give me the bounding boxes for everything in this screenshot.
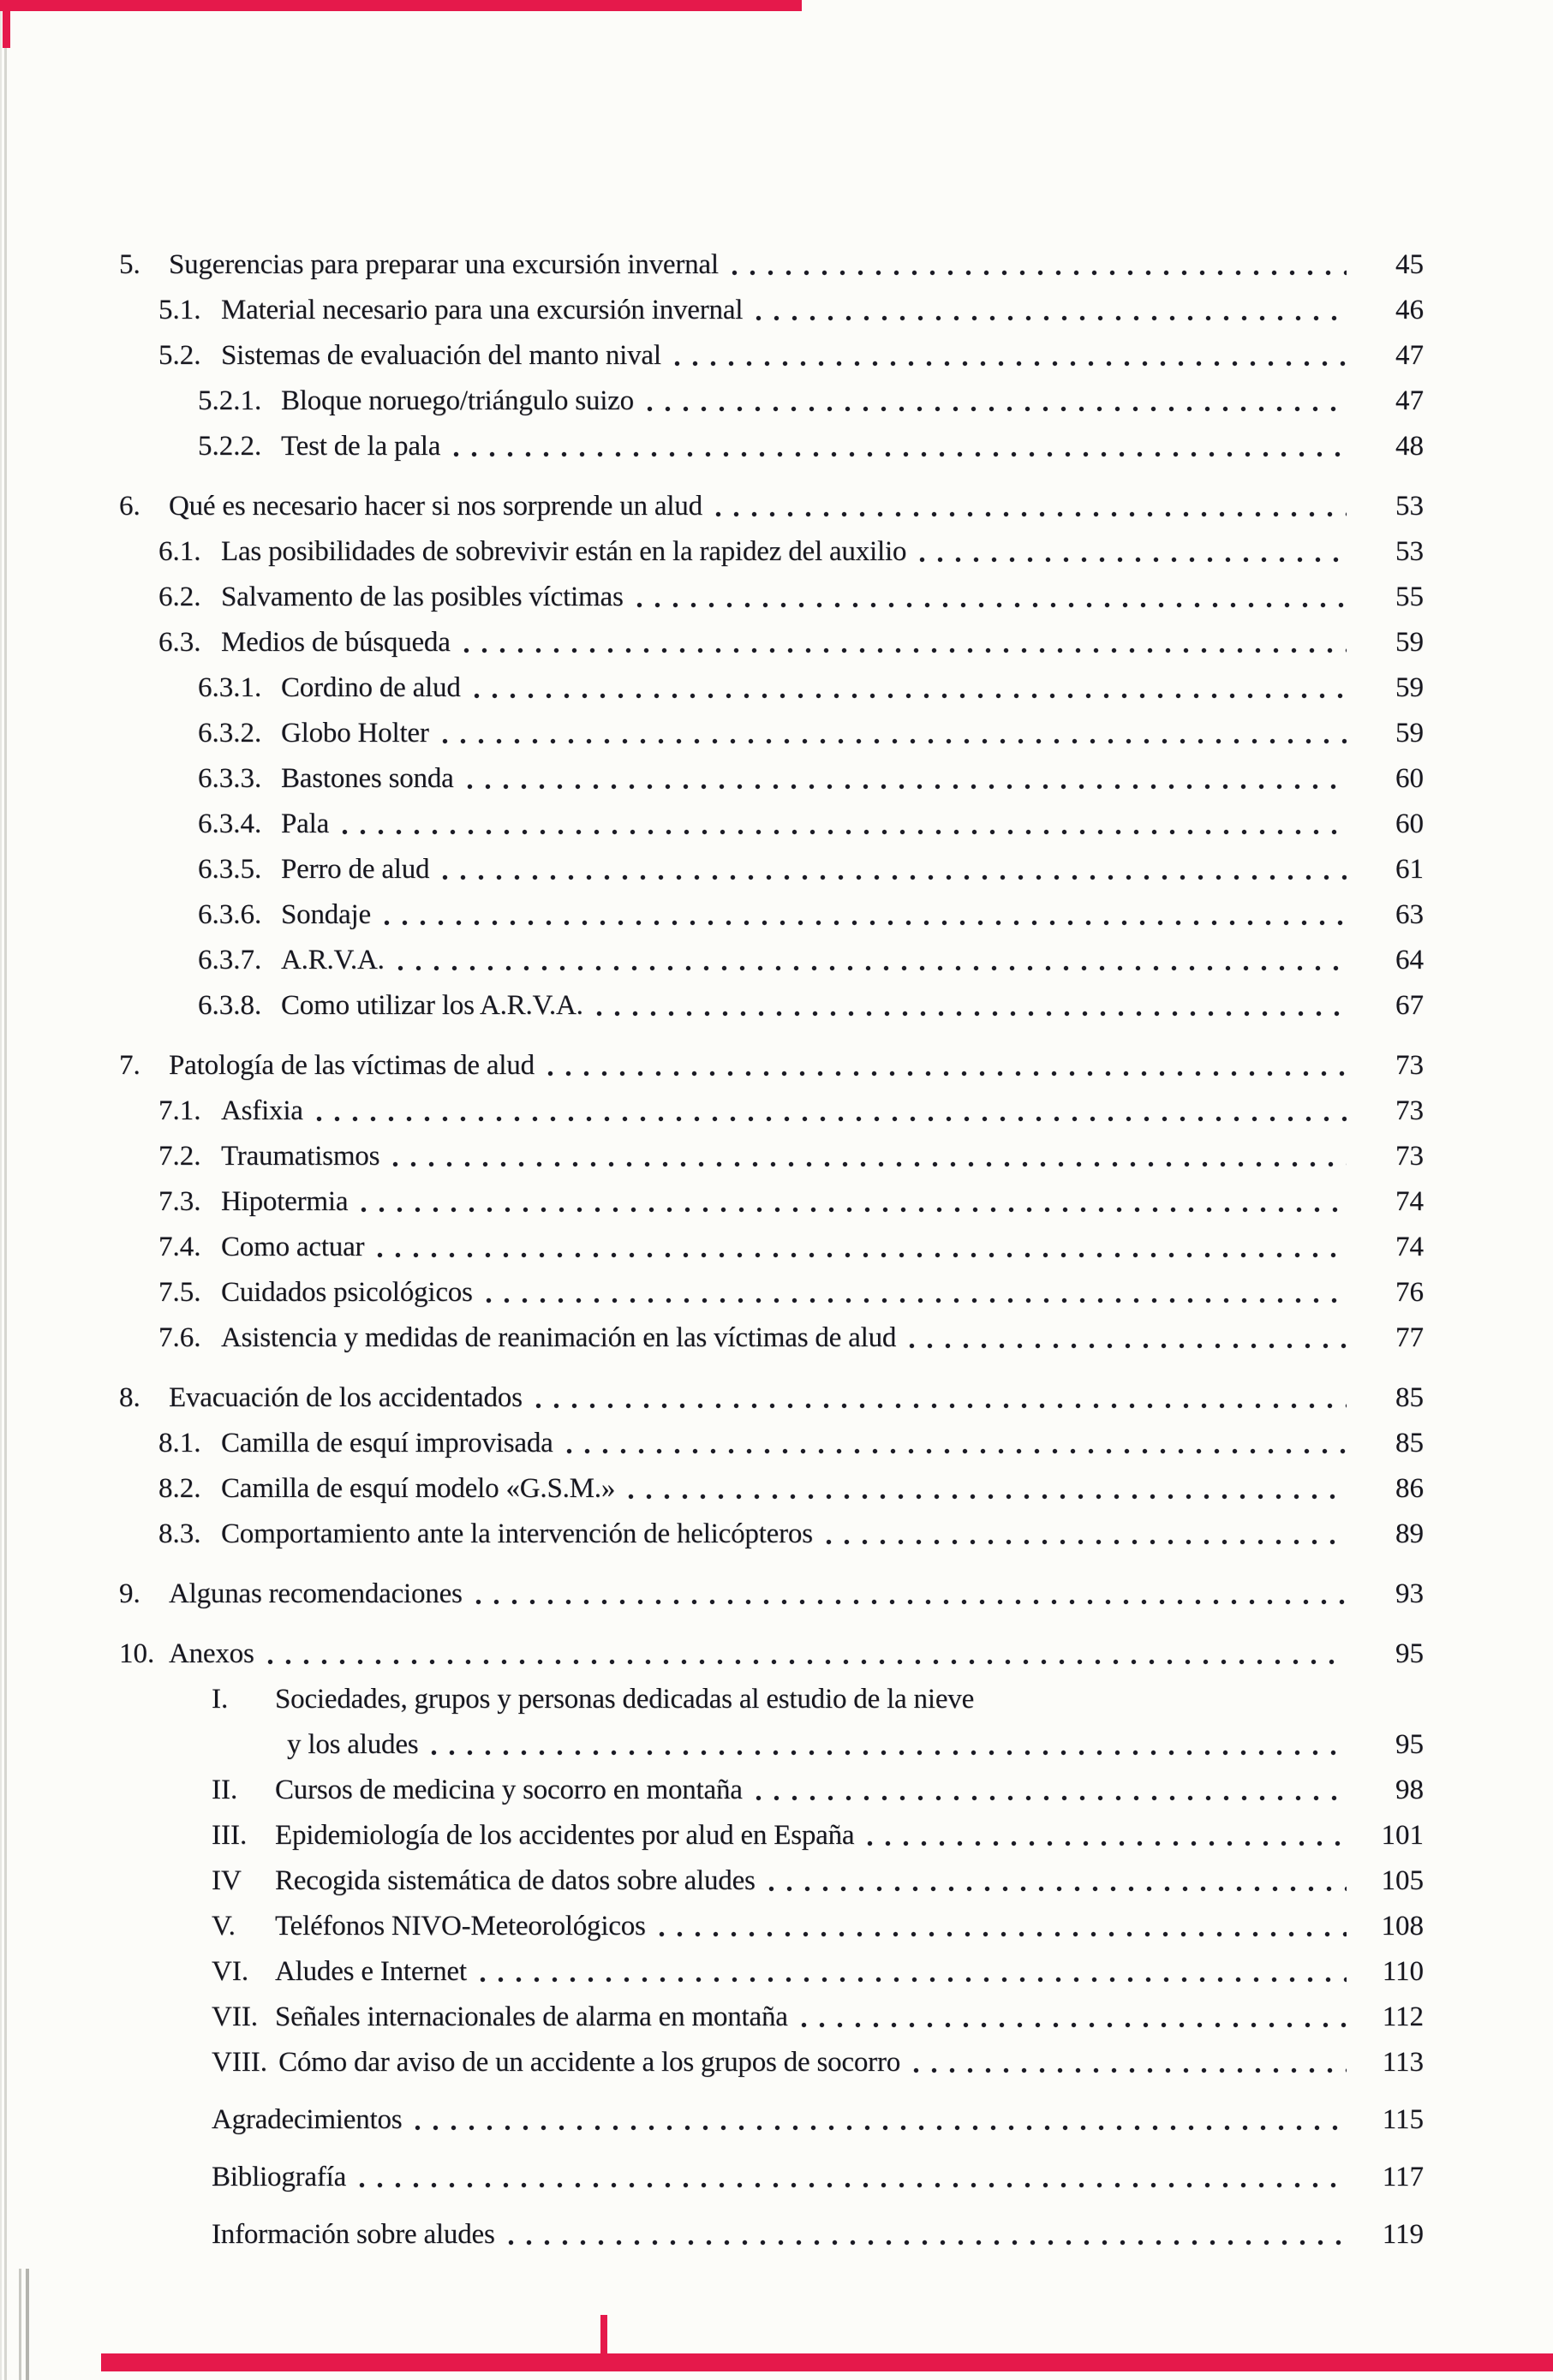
toc-row	[0, 1768, 1553, 1813]
entry-title: Como actuar	[221, 1232, 365, 1262]
entry-number: 5.1.	[158, 295, 201, 325]
entry-title: Perro de alud	[281, 854, 430, 885]
entry-page: 59	[1395, 672, 1424, 703]
scan-bottom-left-edge-line	[19, 2269, 21, 2380]
entry-title: Bastones sonda	[281, 763, 454, 794]
toc-row	[0, 333, 1553, 379]
dot-leader	[801, 2020, 1347, 2030]
entry-number: VIII.	[212, 2047, 268, 2078]
entry-title: Señales internacionales de alarma en montaña	[275, 2001, 788, 2032]
magenta-scan-artifact-top-bar	[0, 0, 802, 11]
toc-row	[0, 2212, 1553, 2258]
entry-page: 110	[1382, 1956, 1424, 1987]
toc-row	[0, 1512, 1553, 1557]
entry-page: 59	[1395, 718, 1424, 749]
entry-title: Cuidados psicológicos	[221, 1277, 473, 1308]
entry-page: 115	[1382, 2104, 1424, 2135]
entry-number: 6.3.3.	[198, 763, 262, 794]
toc-row	[0, 1572, 1553, 1617]
entry-number: 6.	[119, 491, 140, 522]
toc-row	[0, 1421, 1553, 1466]
dot-leader	[768, 1884, 1347, 1894]
table-of-contents	[0, 242, 1553, 2258]
entry-page: 47	[1395, 385, 1424, 416]
entry-number: 6.1.	[158, 536, 201, 567]
toc-row	[0, 620, 1553, 665]
dot-leader	[384, 918, 1347, 928]
magenta-scan-artifact-top-left-tick	[3, 0, 10, 48]
entry-number: 8.	[119, 1382, 140, 1413]
entry-page: 60	[1395, 808, 1424, 839]
magenta-scan-artifact-bottom-bar	[101, 2353, 1553, 2371]
entry-title: Globo Holter	[281, 718, 429, 749]
toc-row	[0, 1813, 1553, 1858]
entry-number: 7.4.	[158, 1232, 201, 1262]
entry-number: 9.	[119, 1578, 140, 1609]
toc-row	[0, 1949, 1553, 1995]
toc-row	[0, 1677, 1553, 1722]
dot-leader	[442, 737, 1347, 746]
entry-number: 8.3.	[158, 1518, 201, 1549]
dot-leader	[535, 1401, 1347, 1411]
dot-leader	[732, 268, 1347, 277]
dot-leader	[566, 1446, 1347, 1456]
toc-row	[0, 242, 1553, 288]
entry-number: 5.2.1.	[198, 385, 262, 416]
entry-number: 7.1.	[158, 1095, 201, 1126]
entry-title: Patología de las víctimas de alud	[169, 1050, 535, 1081]
toc-row	[0, 1995, 1553, 2040]
entry-title: Cómo dar aviso de un accidente a los grupos de socorro	[278, 2047, 901, 2078]
entry-title: Asistencia y medidas de reanimación en las víctimas de alud	[221, 1322, 897, 1353]
dot-leader	[909, 1341, 1347, 1351]
entry-title: Pala	[281, 808, 330, 839]
dot-leader	[342, 827, 1347, 837]
entry-page: 76	[1395, 1277, 1424, 1308]
toc-row	[0, 1375, 1553, 1421]
entry-page: 98	[1395, 1775, 1424, 1805]
toc-row	[0, 1315, 1553, 1361]
entry-number: 6.3.6.	[198, 899, 262, 930]
entry-title: Aludes e Internet	[275, 1956, 467, 1987]
entry-title: Cordino de alud	[281, 672, 461, 703]
toc-row	[0, 529, 1553, 575]
toc-row	[0, 424, 1553, 469]
entry-title: Hipotermia	[221, 1186, 349, 1217]
entry-page: 73	[1395, 1050, 1424, 1081]
entry-number: II.	[212, 1775, 238, 1805]
dot-leader	[475, 1597, 1347, 1607]
entry-number: 8.2.	[158, 1473, 201, 1504]
entry-number: 7.	[119, 1050, 140, 1081]
dot-leader	[647, 404, 1347, 414]
entry-title: Evacuación de los accidentados	[169, 1382, 523, 1413]
toc-row	[0, 983, 1553, 1029]
dot-leader	[486, 1296, 1347, 1305]
scan-bottom-left-edge-line-dark	[26, 2269, 29, 2380]
dot-leader	[415, 2123, 1347, 2132]
entry-number: VII.	[212, 2001, 259, 2032]
entry-title: Epidemiología de los accidentes por alud en España	[275, 1820, 855, 1851]
entry-title: Camilla de esquí improvisada	[221, 1428, 553, 1458]
entry-title: Sistemas de evaluación del manto nival	[221, 340, 661, 371]
dot-leader	[547, 1069, 1347, 1078]
entry-title: Salvamento de las posibles víctimas	[221, 582, 624, 612]
entry-page: 89	[1395, 1518, 1424, 1549]
dot-leader	[474, 691, 1347, 701]
entry-title: Agradecimientos	[212, 2104, 403, 2135]
toc-row	[0, 575, 1553, 620]
toc-row	[0, 938, 1553, 983]
toc-row	[0, 1089, 1553, 1134]
entry-page: 73	[1395, 1141, 1424, 1172]
dot-leader	[442, 873, 1347, 882]
entry-title: Algunas recomendaciones	[169, 1578, 463, 1609]
entry-page: 93	[1395, 1578, 1424, 1609]
dot-leader	[508, 2238, 1347, 2247]
toc-row	[0, 802, 1553, 847]
entry-title: Cursos de medicina y socorro en montaña	[275, 1775, 743, 1805]
dot-leader	[659, 1930, 1347, 1939]
dot-leader	[913, 2066, 1347, 2075]
toc-row	[0, 1270, 1553, 1315]
dot-leader	[361, 1205, 1347, 1214]
dot-leader	[453, 450, 1347, 459]
toc-row	[0, 2040, 1553, 2085]
dot-leader	[480, 1975, 1347, 1984]
dot-leader	[756, 1793, 1347, 1803]
toc-row	[0, 1225, 1553, 1270]
entry-title: Teléfonos NIVO-Meteorológicos	[275, 1911, 646, 1942]
entry-number: 10.	[119, 1638, 155, 1669]
entry-page: 77	[1395, 1322, 1424, 1353]
dot-leader	[377, 1250, 1347, 1260]
dot-leader	[756, 313, 1347, 323]
entry-page: 101	[1381, 1820, 1424, 1851]
entry-number: 7.6.	[158, 1322, 201, 1353]
entry-number: 6.3.4.	[198, 808, 262, 839]
entry-page: 48	[1395, 431, 1424, 462]
dot-leader	[463, 646, 1347, 655]
dot-leader	[628, 1492, 1347, 1501]
entry-page: 73	[1395, 1095, 1424, 1126]
entry-page: 59	[1395, 627, 1424, 658]
dot-leader	[867, 1839, 1347, 1848]
entry-number: 7.2.	[158, 1141, 201, 1172]
entry-number: 6.3.2.	[198, 718, 262, 749]
entry-title: Como utilizar los A.R.V.A.	[281, 990, 583, 1021]
entry-page: 85	[1395, 1382, 1424, 1413]
entry-page: 67	[1395, 990, 1424, 1021]
entry-number: IV	[212, 1865, 242, 1896]
entry-title: Asfixia	[221, 1095, 303, 1126]
magenta-scan-artifact-bottom-tick	[600, 2315, 607, 2356]
entry-title: Camilla de esquí modelo «G.S.M.»	[221, 1473, 616, 1504]
entry-number: 6.3.8.	[198, 990, 262, 1021]
entry-page: 95	[1395, 1638, 1424, 1669]
dot-leader	[392, 1160, 1347, 1169]
entry-page: 113	[1382, 2047, 1424, 2078]
entry-title: Anexos	[169, 1638, 254, 1669]
dot-leader	[467, 782, 1347, 791]
entry-page: 55	[1395, 582, 1424, 612]
entry-title: Bloque noruego/triángulo suizo	[281, 385, 634, 416]
toc-row	[0, 1043, 1553, 1089]
toc-row	[0, 847, 1553, 892]
entry-title: Test de la pala	[281, 431, 441, 462]
toc-row	[0, 2097, 1553, 2143]
entry-page: 64	[1395, 945, 1424, 975]
entry-title: Material necesario para una excursión invernal	[221, 295, 744, 325]
entry-title: A.R.V.A.	[281, 945, 385, 975]
entry-page: 53	[1395, 491, 1424, 522]
entry-title: Qué es necesario hacer si nos sorprende un alud	[169, 491, 702, 522]
entry-title: Sociedades, grupos y personas dedicadas al estudio de la nieve	[275, 1684, 975, 1715]
entry-page: 46	[1395, 295, 1424, 325]
entry-number: 6.3.1.	[198, 672, 262, 703]
toc-row	[0, 1722, 1553, 1768]
toc-row	[0, 665, 1553, 711]
entry-number: I.	[212, 1684, 229, 1715]
toc-row	[0, 1904, 1553, 1949]
entry-page: 61	[1395, 854, 1424, 885]
entry-number: 8.1.	[158, 1428, 201, 1458]
dot-leader	[316, 1114, 1347, 1124]
entry-title: Bibliografía	[212, 2162, 347, 2192]
entry-title: Comportamiento ante la intervención de helicópteros	[221, 1518, 813, 1549]
entry-page: 85	[1395, 1428, 1424, 1458]
entry-page: 112	[1382, 2001, 1424, 2032]
entry-page: 60	[1395, 763, 1424, 794]
entry-title: Recogida sistemática de datos sobre aludes	[275, 1865, 756, 1896]
toc-row	[0, 1631, 1553, 1677]
entry-number: 6.3.7.	[198, 945, 262, 975]
dot-leader	[596, 1009, 1347, 1018]
entry-page: 74	[1395, 1186, 1424, 1217]
entry-title: Información sobre aludes	[212, 2219, 495, 2250]
entry-title: Sugerencias para preparar una excursión invernal	[169, 249, 719, 280]
dot-leader	[267, 1657, 1347, 1667]
entry-title: y los aludes	[287, 1729, 419, 1760]
entry-page: 63	[1395, 899, 1424, 930]
entry-number: 5.2.2.	[198, 431, 262, 462]
entry-page: 86	[1395, 1473, 1424, 1504]
toc-row	[0, 288, 1553, 333]
toc-row	[0, 756, 1553, 802]
entry-page: 53	[1395, 536, 1424, 567]
entry-page: 47	[1395, 340, 1424, 371]
entry-number: 5.	[119, 249, 140, 280]
entry-number: VI.	[212, 1956, 249, 1987]
dot-leader	[674, 359, 1347, 368]
toc-row	[0, 2155, 1553, 2200]
entry-number: 6.3.5.	[198, 854, 262, 885]
entry-number: 5.2.	[158, 340, 201, 371]
entry-page: 108	[1381, 1911, 1424, 1942]
entry-number: 7.5.	[158, 1277, 201, 1308]
toc-row	[0, 1466, 1553, 1512]
entry-number: 6.2.	[158, 582, 201, 612]
entry-number: III.	[212, 1820, 248, 1851]
entry-page: 74	[1395, 1232, 1424, 1262]
toc-row	[0, 1179, 1553, 1225]
entry-page: 117	[1382, 2162, 1424, 2192]
entry-title: Sondaje	[281, 899, 371, 930]
dot-leader	[715, 510, 1347, 519]
entry-title: Traumatismos	[221, 1141, 380, 1172]
dot-leader	[826, 1537, 1347, 1547]
toc-row	[0, 892, 1553, 938]
toc-row	[0, 711, 1553, 756]
dot-leader	[431, 1748, 1347, 1757]
entry-page: 95	[1395, 1729, 1424, 1760]
entry-title: Medios de búsqueda	[221, 627, 451, 658]
entry-number: 6.3.	[158, 627, 201, 658]
entry-page: 105	[1381, 1865, 1424, 1896]
dot-leader	[987, 1703, 1410, 1712]
entry-page: 119	[1382, 2219, 1424, 2250]
entry-number: V.	[212, 1911, 236, 1942]
toc-row	[0, 1858, 1553, 1904]
dot-leader	[359, 2180, 1347, 2190]
toc-row	[0, 1134, 1553, 1179]
toc-row	[0, 484, 1553, 529]
toc-row	[0, 379, 1553, 424]
entry-page: 45	[1395, 249, 1424, 280]
entry-number: 7.3.	[158, 1186, 201, 1217]
dot-leader	[919, 555, 1347, 564]
dot-leader	[636, 600, 1347, 610]
dot-leader	[397, 963, 1347, 973]
entry-title: Las posibilidades de sobrevivir están en la rapidez del auxilio	[221, 536, 907, 567]
